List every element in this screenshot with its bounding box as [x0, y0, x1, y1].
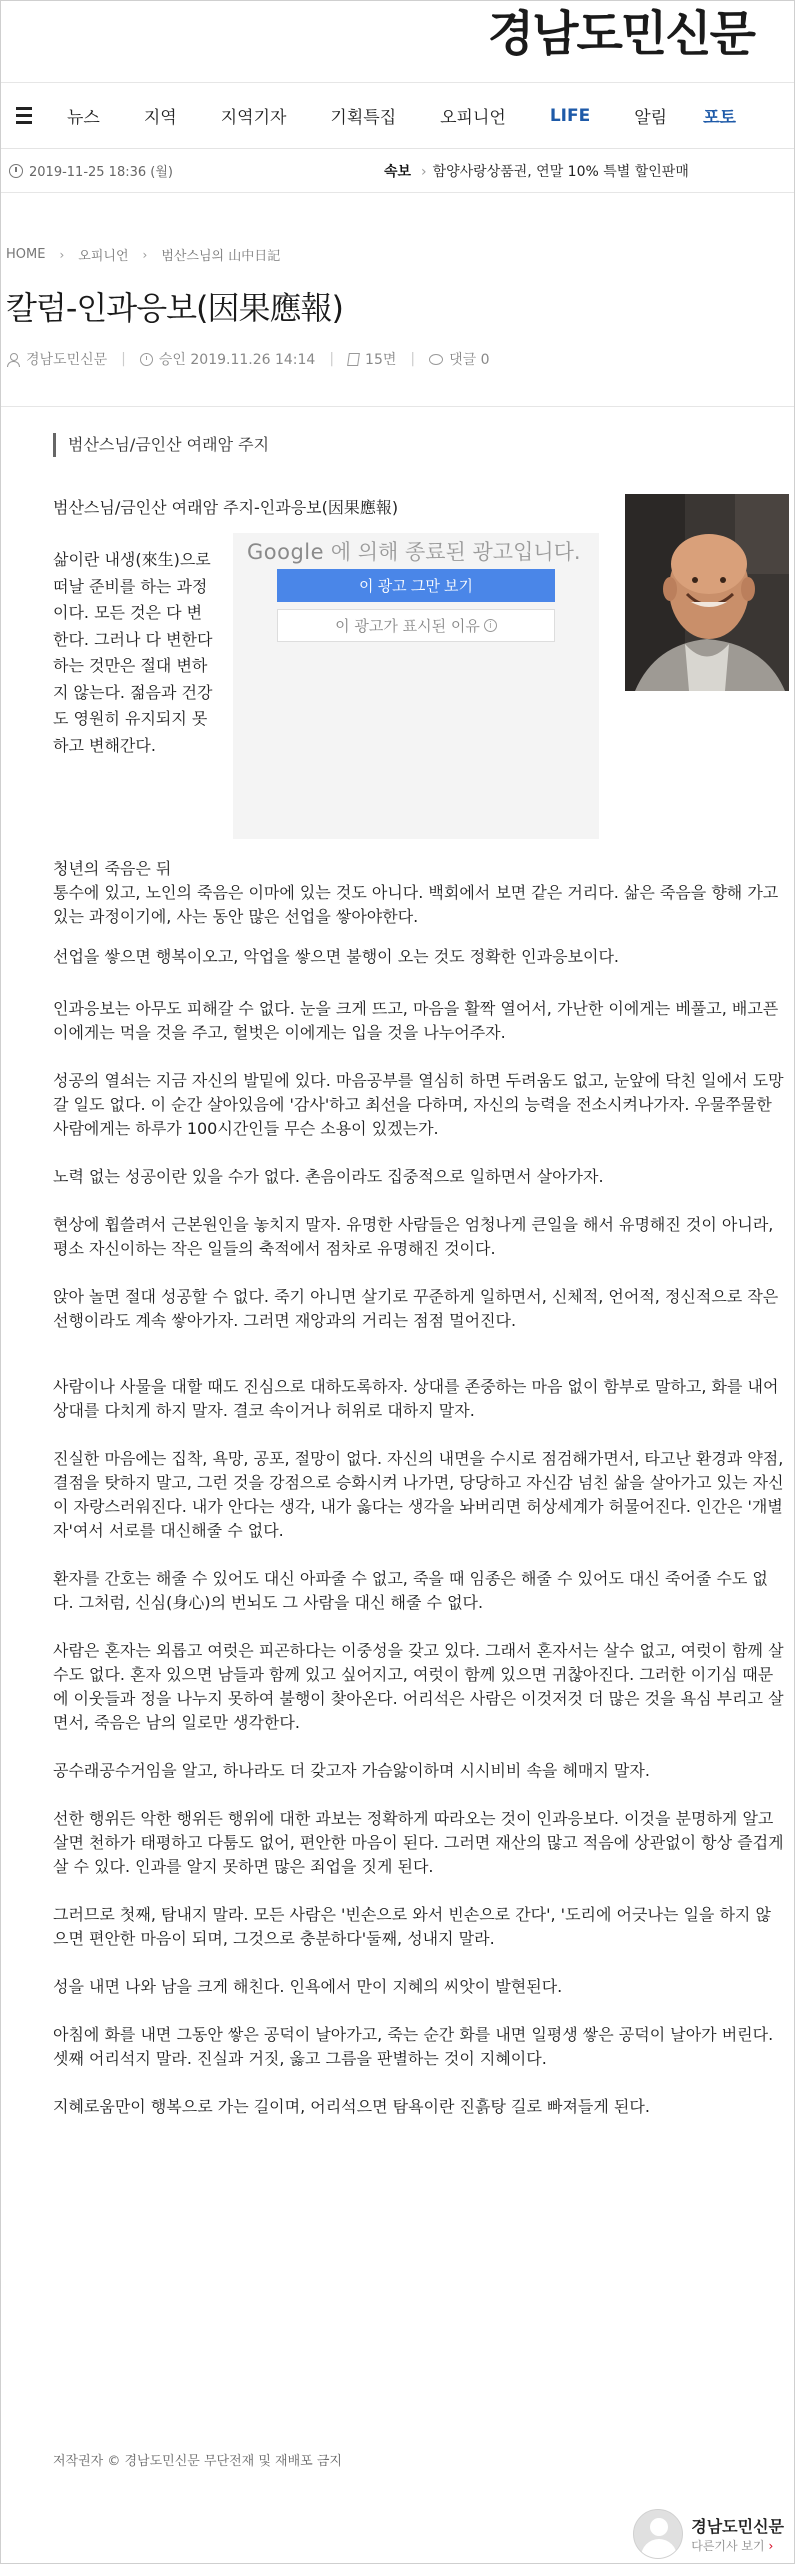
nav-item-life[interactable]: LIFE	[549, 105, 591, 126]
article-paragraph: 그러므로 첫째, 탐내지 말라. 모든 사람은 '빈손으로 와서 빈손으로 간다', '도리에 어긋나는 일을 하지 않으면 편안한 마음이 되며, 그것으로 충분하다'둘째, 성내지 말라.	[53, 1905, 771, 1948]
avatar	[633, 2509, 683, 2559]
article-paragraph: 사람은 혼자는 외롭고 여럿은 피곤하다는 이중성을 갖고 있다. 그래서 혼자서는 살수 없고, 여럿이 함께 살수도 없다. 혼자 있으면 남들과 함께 있고 싶어지고, 여럿이 함께 있으면 귀찮아진다. 그러한 이기심 때문에 이웃들과 정을 나누지 못하여 불행이 찾아온다. 어리석은 사람은 이것저것 더 많은 것을 욕심 부리고 살면서, 죽음은 남의 일로만 생각한다.	[53, 1641, 784, 1732]
meta-divider	[1, 406, 794, 407]
comment-icon	[429, 354, 443, 365]
nav-item-notice[interactable]: 알림	[634, 108, 668, 128]
user-icon	[6, 352, 20, 366]
article-paragraph: 선업을 쌓으면 행복이오고, 악업을 쌓으면 불행이 오는 것도 정확한 인과응보이다.	[53, 947, 619, 966]
nav-item-news[interactable]: 뉴스	[67, 108, 100, 128]
article-paragraph: 현상에 휩쓸려서 근본원인을 놓치지 말자. 유명한 사람들은 엄청나게 큰일을 해서 유명해진 것이 아니라, 평소 자신이하는 작은 일들의 축적에서 점차로 유명해진 것이다.	[53, 1215, 774, 1258]
article-lead: 삶이란 내생(來生)으로 떠날 준비를 하는 과정이다. 모든 것은 다 변한다. 그러나 다 변한다 하는 것만은 절대 변하지 않는다. 젊음과 건강도 영원히 유지되지 못하고 변해간다.	[53, 550, 213, 755]
site-logo[interactable]: 경남도민신문	[487, 6, 754, 62]
why-this-ad-button[interactable]: 이 광고가 표시된 이유 i	[277, 609, 555, 642]
nav-item-region[interactable]: 지역	[143, 108, 177, 128]
nav-item-region-reporter[interactable]: 지역기자	[220, 108, 287, 128]
author-photo	[625, 494, 789, 691]
article-comments[interactable]: 댓글 0	[449, 352, 490, 368]
breaking-news-text[interactable]: 함양사랑상품권, 연말 10% 특별 할인판매	[432, 163, 689, 180]
article-paragraph: 지혜로움만이 행복으로 가는 길이며, 어리석으면 탐욕이란 진흙탕 길로 빠져들게 된다.	[53, 2097, 650, 2116]
chevron-right-icon: ›	[768, 2539, 774, 2553]
copyright-notice: 저작권자 © 경남도민신문 무단전재 및 재배포 금지	[53, 2454, 342, 2469]
article-page: 15면	[365, 352, 397, 368]
article-paragraph: 앉아 놀면 절대 성공할 수 없다. 죽기 아니면 살기로 꾸준하게 일하면서, 신체적, 언어적, 정신적으로 작은 선행이라도 계속 쌓아가자. 그러면 재앙과의 거리는 점점 멀어진다.	[53, 1287, 779, 1330]
breadcrumb-opinion[interactable]: 오피니언	[78, 249, 129, 264]
article-body	[53, 857, 785, 2119]
chevron-right-icon: ›	[59, 247, 65, 262]
article-paragraph: 성공의 열쇠는 지금 자신의 발밑에 있다. 마음공부를 열심히 하면 두려움도 없고, 눈앞에 닥친 일에서 도망갈 일도 없다. 이 순간 살아있음에 '감사'하고 최선을 다하며, 자신의 능력을 전소시켜나가자. 우물쭈물한 사람에게는 하루가 100시간인들 무슨 소용이 있겠는가.	[53, 1071, 784, 1138]
publisher-name: 경남도민신문	[691, 2517, 784, 2536]
article-intro: 범산스님/금인산 여래암 주지-인과응보(因果應報)	[53, 498, 399, 517]
breadcrumb-column[interactable]: 범산스님의 山中日記	[161, 249, 281, 264]
ticker-bar	[1, 149, 794, 193]
article-paragraph: 청년의 죽음은 뒤 통수에 있고, 노인의 죽음은 이마에 있는 것도 아니다. 백회에서 보면 같은 거리다. 삶은 죽음을 향해 가고 있는 과정이기에, 사는 동안 많은 선업을 쌓아야한다.	[53, 859, 779, 926]
monk-portrait-image	[625, 494, 789, 691]
chevron-right-icon: ›	[421, 163, 427, 180]
clock-icon	[9, 164, 23, 178]
nav-item-special[interactable]: 기획특집	[330, 108, 397, 128]
article-paragraph: 환자를 간호는 해줄 수 있어도 대신 아파줄 수 없고, 죽을 때 임종은 해줄 수 있어도 대신 죽어줄 수도 없다. 그처럼, 신심(身心)의 번뇌도 그 사람을 대신 해줄 수 없다.	[53, 1569, 768, 1612]
nav-item-opinion[interactable]: 오피니언	[440, 108, 506, 128]
ad-closed-title: Google 에 의해 종료된 광고입니다.	[247, 540, 581, 564]
page-icon	[347, 353, 360, 366]
publisher-badge[interactable]	[633, 2509, 784, 2559]
masthead	[1, 1, 794, 83]
google-wordmark: Google	[247, 540, 325, 564]
article-author[interactable]: 경남도민신문	[26, 352, 108, 368]
main-nav	[1, 83, 794, 149]
article-paragraph: 진실한 마음에는 집착, 욕망, 공포, 절망이 없다. 자신의 내면을 수시로 점검해가면서, 타고난 환경과 약점, 결점을 탓하지 말고, 그런 것을 강점으로 승화시켜 나가면, 당당하고 자신감 넘친 삶을 살아가고 있는 자신이 자랑스러워진다. 내가 안다는 생각, 내가 옳다는 생각을 놔버리면 허상세계가 허물어진다. 인간은 '개별자'여서 서로를 대신해줄 수 없다.	[53, 1449, 784, 1540]
article-meta: 경남도민신문 | 승인 2019.11.26 14:14 | 15면 | 댓글 0	[6, 349, 490, 369]
stop-seeing-ad-button[interactable]: 이 광고 그만 보기	[277, 569, 555, 602]
article-paragraph: 인과응보는 아무도 피해갈 수 없다. 눈을 크게 뜨고, 마음을 활짝 열어서, 가난한 이에게는 베풀고, 배고픈 이에게는 먹을 것을 주고, 헐벗은 이에게는 입을 것을 나누어주자.	[53, 999, 779, 1042]
article-paragraph: 사람이나 사물을 대할 때도 진심으로 대하도록하자. 상대를 존중하는 마음 없이 함부로 말하고, 화를 내어 상대를 다치게 하지 말자. 결코 속이거나 허위로 대하지 말자.	[53, 1377, 779, 1420]
breaking-news-link[interactable]	[421, 161, 689, 181]
article-paragraph: 성을 내면 나와 남을 크게 해친다. 인욕에서 만이 지혜의 씨앗이 발현된다.	[53, 1977, 563, 1996]
article-paragraph: 선한 행위든 악한 행위든 행위에 대한 과보는 정확하게 따라오는 것이 인과응보다. 이것을 분명하게 알고 살면 천하가 태평하고 다툼도 없어, 편안한 마음이 된다. 그러면 재산의 많고 적음에 상관없이 항상 즐겁게 살 수 있다. 인과를 알지 못하면 많은 죄업을 짓게 된다.	[53, 1809, 784, 1876]
chevron-right-icon: ›	[142, 247, 148, 262]
ad-closed-box	[233, 533, 599, 839]
more-articles-link[interactable]: 다른기사 보기 ›	[691, 2539, 774, 2553]
article-title: 칼럼-인과응보(因果應報)	[6, 289, 343, 327]
hamburger-menu-icon[interactable]	[1, 107, 47, 124]
breaking-label: 속보	[384, 163, 412, 180]
article-approved-date: 승인 2019.11.26 14:14	[158, 352, 316, 368]
article-paragraph: 공수래공수거임을 알고, 하나라도 더 갖고자 가슴앓이하며 시시비비 속을 헤매지 말자.	[53, 1761, 650, 1780]
info-icon: i	[484, 619, 497, 632]
current-date: 2019-11-25 18:36 (월)	[29, 165, 173, 180]
article-paragraph: 노력 없는 성공이란 있을 수가 없다. 촌음이라도 집중적으로 일하면서 살아가자.	[53, 1167, 604, 1186]
breadcrumb	[6, 245, 280, 264]
breadcrumb-home[interactable]: HOME	[6, 247, 46, 262]
article-subhead: 범산스님/금인산 여래암 주지	[53, 433, 269, 457]
clock-icon	[140, 353, 153, 366]
nav-item-photo[interactable]: 포토	[703, 108, 736, 128]
article-paragraph: 아침에 화를 내면 그동안 쌓은 공덕이 날아가고, 죽는 순간 화를 내면 일평생 쌓은 공덕이 날아가 버린다. 셋째 어리석지 말라. 진실과 거짓, 옳고 그름을 판별하는 것이 지혜이다.	[53, 2025, 774, 2068]
